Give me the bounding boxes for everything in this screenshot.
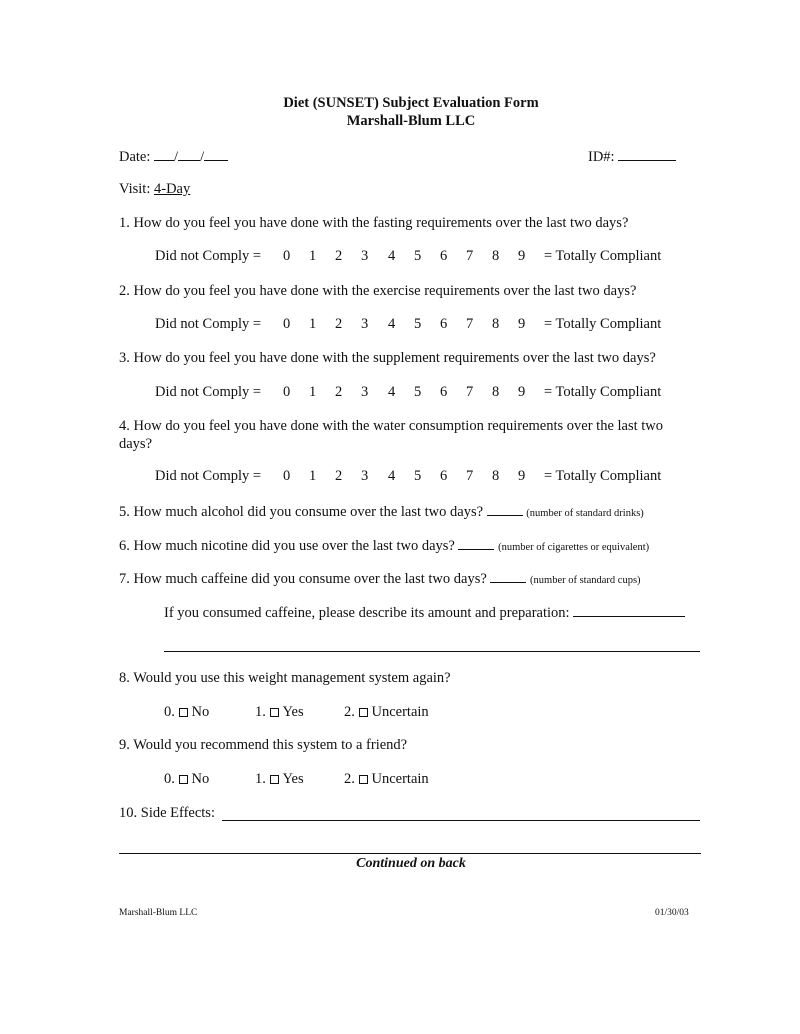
scale-number[interactable]: 1 — [309, 468, 317, 484]
option-uncertain-number: 2. — [344, 704, 355, 720]
question-2: 2. How do you feel you have done with the exercise requirements over the last two days? — [119, 283, 637, 299]
question-7 — [119, 569, 641, 588]
scale-number[interactable]: 4 — [388, 468, 396, 484]
option-uncertain-number: 2. — [344, 771, 355, 787]
question-9: 9. Would you recommend this system to a friend? — [119, 737, 408, 753]
date-separator: / — [174, 149, 179, 165]
caffeine-description-blank[interactable] — [573, 603, 685, 617]
scale-number[interactable]: 9 — [518, 468, 526, 484]
compliance-scale-3[interactable] — [155, 384, 662, 401]
scale-number[interactable]: 2 — [335, 248, 343, 264]
scale-right-label: = Totally Compliant — [544, 248, 662, 264]
alcohol-blank[interactable] — [487, 502, 523, 516]
compliance-scale-1[interactable] — [155, 248, 662, 265]
scale-number[interactable]: 7 — [466, 316, 474, 332]
scale-number[interactable]: 6 — [440, 248, 448, 264]
checkbox-icon[interactable] — [359, 708, 368, 717]
caffeine-blank[interactable] — [490, 569, 526, 583]
scale-number[interactable]: 2 — [335, 316, 343, 332]
footer-date: 01/30/03 — [655, 908, 689, 918]
question-6 — [119, 536, 649, 555]
question-7-note: (number of standard cups) — [530, 575, 641, 586]
scale-number[interactable]: 7 — [466, 248, 474, 264]
scale-number[interactable]: 7 — [466, 384, 474, 400]
option-no-number: 0. — [164, 704, 175, 720]
scale-number[interactable]: 4 — [388, 384, 396, 400]
question-6-note: (number of cigarettes or equivalent) — [498, 542, 650, 553]
scale-number[interactable]: 0 — [283, 384, 291, 400]
option-yes-label: Yes — [282, 704, 304, 720]
company-title: Marshall-Blum LLC — [346, 113, 476, 129]
scale-left-label: Did not Comply = — [155, 316, 262, 332]
visit-value: 4-Day — [153, 181, 191, 197]
scale-right-label: = Totally Compliant — [544, 468, 662, 484]
scale-number[interactable]: 9 — [518, 384, 526, 400]
scale-right-label: = Totally Compliant — [544, 316, 662, 332]
id-field — [588, 147, 676, 166]
date-day-blank[interactable] — [178, 147, 200, 161]
question-4-line-2: days? — [119, 436, 153, 452]
question-3: 3. How do you feel you have done with the supplement requirements over the last two days? — [119, 350, 656, 366]
option-no-number: 0. — [164, 771, 175, 787]
continued-on-back: Continued on back — [356, 856, 466, 871]
side-effects-line[interactable] — [222, 820, 700, 821]
nicotine-blank[interactable] — [458, 536, 494, 550]
scale-number[interactable]: 3 — [361, 468, 369, 484]
scale-number[interactable]: 3 — [361, 384, 369, 400]
scale-left-label: Did not Comply = — [155, 384, 262, 400]
side-effects-line-2[interactable] — [119, 853, 701, 854]
scale-number[interactable]: 2 — [335, 384, 343, 400]
compliance-scale-4[interactable] — [155, 468, 662, 485]
scale-number[interactable]: 3 — [361, 248, 369, 264]
date-label: Date: — [119, 149, 151, 165]
scale-number[interactable]: 5 — [414, 384, 422, 400]
scale-number[interactable]: 8 — [492, 468, 500, 484]
question-5-text: 5. How much alcohol did you consume over the last two days? — [119, 504, 484, 520]
question-9-options — [0, 771, 800, 791]
scale-number[interactable]: 5 — [414, 248, 422, 264]
scale-number[interactable]: 8 — [492, 248, 500, 264]
question-8-options — [0, 704, 800, 724]
question-8: 8. Would you use this weight management system again? — [119, 670, 451, 686]
option-uncertain-label: Uncertain — [371, 704, 429, 720]
option-yes[interactable] — [255, 771, 304, 788]
question-10: 10. Side Effects: — [119, 805, 215, 821]
caffeine-description — [164, 603, 685, 622]
question-7-text: 7. How much caffeine did you consume over the last two days? — [119, 571, 487, 587]
option-yes-number: 1. — [255, 771, 266, 787]
date-separator: / — [200, 149, 205, 165]
compliance-scale-2[interactable] — [155, 316, 662, 333]
option-no-label: No — [191, 704, 210, 720]
option-uncertain-label: Uncertain — [371, 771, 429, 787]
option-yes-label: Yes — [282, 771, 304, 787]
option-no-label: No — [191, 771, 210, 787]
date-year-blank[interactable] — [204, 147, 228, 161]
scale-number[interactable]: 4 — [388, 248, 396, 264]
scale-number[interactable]: 6 — [440, 468, 448, 484]
question-5 — [119, 502, 644, 521]
visit-label: Visit: — [119, 181, 151, 197]
form-title: Diet (SUNSET) Subject Evaluation Form — [283, 95, 539, 111]
scale-number[interactable]: 7 — [466, 468, 474, 484]
scale-left-label: Did not Comply = — [155, 248, 262, 264]
question-5-note: (number of standard drinks) — [526, 508, 644, 519]
caffeine-description-line[interactable] — [164, 651, 700, 652]
scale-number[interactable]: 4 — [388, 316, 396, 332]
checkbox-icon[interactable] — [270, 775, 279, 784]
visit-field — [119, 181, 190, 198]
scale-number[interactable]: 3 — [361, 316, 369, 332]
scale-number[interactable]: 1 — [309, 384, 317, 400]
scale-left-label: Did not Comply = — [155, 468, 262, 484]
date-month-blank[interactable] — [154, 147, 174, 161]
scale-right-label: = Totally Compliant — [544, 384, 662, 400]
id-blank[interactable] — [618, 147, 676, 161]
caffeine-description-text: If you consumed caffeine, please describe its amount and preparation: — [164, 605, 570, 621]
scale-number[interactable]: 1 — [309, 248, 317, 264]
option-no[interactable] — [164, 704, 209, 721]
scale-number[interactable]: 6 — [440, 316, 448, 332]
option-yes-number: 1. — [255, 704, 266, 720]
scale-number[interactable]: 5 — [414, 316, 422, 332]
scale-number[interactable]: 8 — [492, 384, 500, 400]
checkbox-icon[interactable] — [359, 775, 368, 784]
question-1: 1. How do you feel you have done with the fasting requirements over the last two days? — [119, 215, 629, 231]
option-yes[interactable] — [255, 704, 304, 721]
scale-number[interactable]: 6 — [440, 384, 448, 400]
scale-number[interactable]: 9 — [518, 316, 526, 332]
scale-number[interactable]: 9 — [518, 248, 526, 264]
option-no[interactable] — [164, 771, 209, 788]
question-6-text: 6. How much nicotine did you use over the last two days? — [119, 538, 455, 554]
checkbox-icon[interactable] — [179, 708, 188, 717]
checkbox-icon[interactable] — [179, 775, 188, 784]
scale-number[interactable]: 1 — [309, 316, 317, 332]
scale-number[interactable]: 8 — [492, 316, 500, 332]
footer-company: Marshall-Blum LLC — [119, 908, 198, 918]
scale-number[interactable]: 2 — [335, 468, 343, 484]
checkbox-icon[interactable] — [270, 708, 279, 717]
scale-number[interactable]: 0 — [283, 248, 291, 264]
question-4-line-1: 4. How do you feel you have done with the water consumption requirements over the last two — [119, 418, 664, 434]
date-field — [119, 147, 228, 166]
id-label: ID#: — [588, 149, 615, 165]
scale-number[interactable]: 0 — [283, 316, 291, 332]
option-uncertain[interactable] — [344, 704, 429, 721]
scale-number[interactable]: 5 — [414, 468, 422, 484]
scale-number[interactable]: 0 — [283, 468, 291, 484]
option-uncertain[interactable] — [344, 771, 429, 788]
